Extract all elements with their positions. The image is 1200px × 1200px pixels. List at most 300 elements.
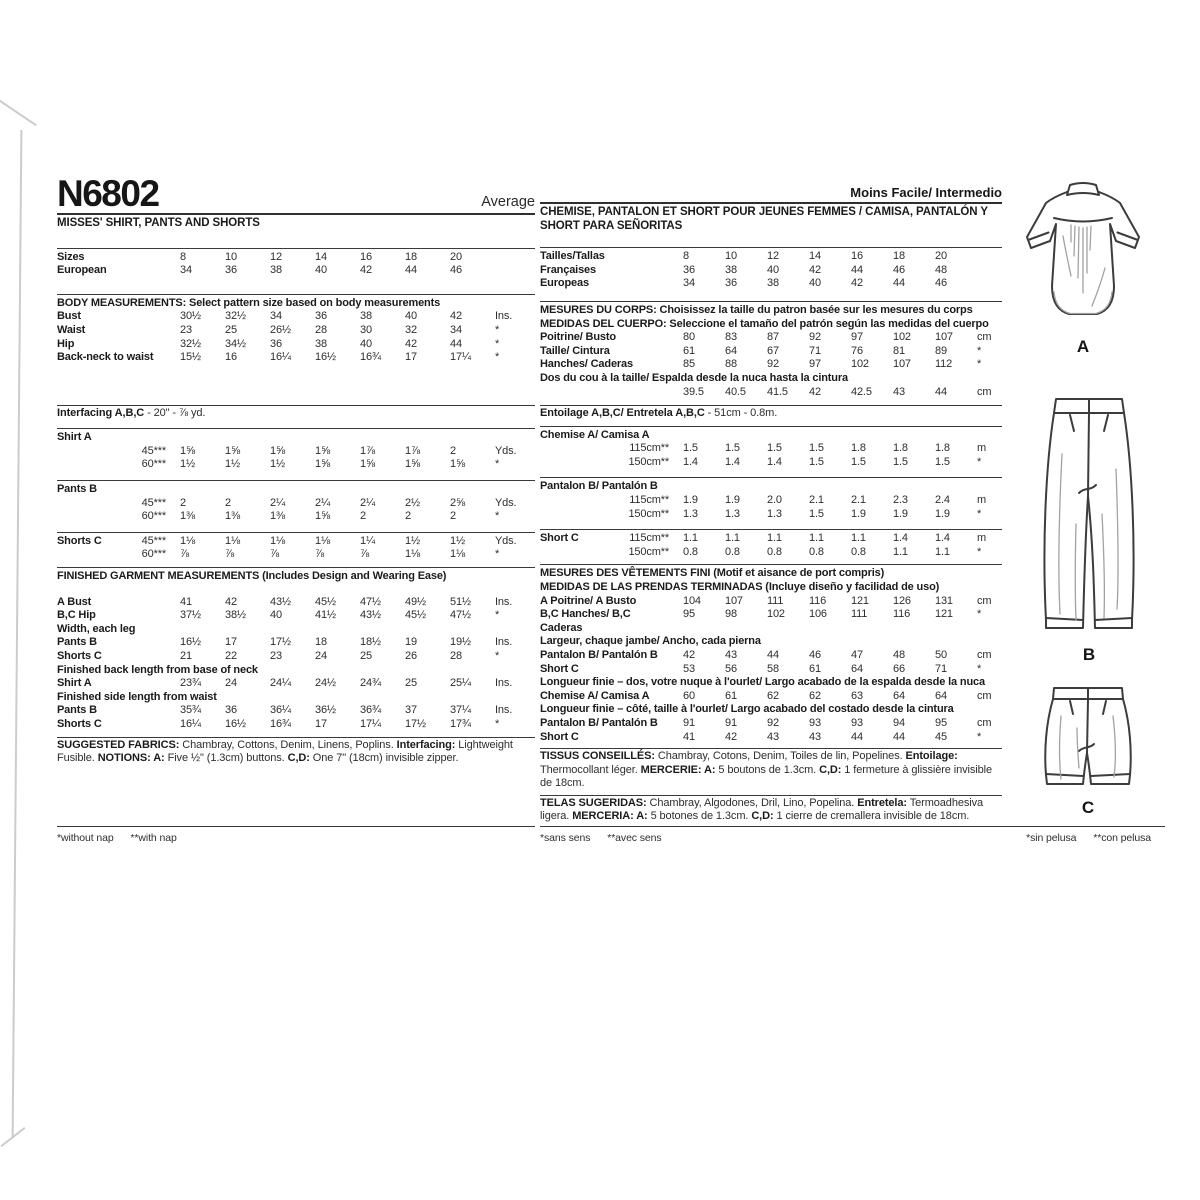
value-cell: 45½ [405,609,426,622]
shirt-drawing-icon [1013,178,1153,330]
value-cell: 35¾ [180,704,201,717]
value-cell: 64 [725,344,737,357]
interfacing-note [57,405,535,421]
value-cell: 38 [725,263,737,276]
row-label: Shirt A [57,677,92,690]
value-cell: 42 [225,595,237,608]
value-cell: 42 [405,337,417,350]
footnote-avec-sens: **avec sens [607,832,662,844]
value-cell: 62 [767,689,779,702]
table-row [57,609,535,623]
unit-cell: cm [977,594,992,607]
unit-cell: * [495,351,500,364]
value-cell: 91 [725,716,737,729]
sub-heading: Width, each leg [57,622,136,635]
footnote-con-pelusa: **con pelusa [1093,832,1151,844]
value-cell: 1⅝ [315,458,330,471]
value-cell: 44 [935,385,947,398]
table-row [57,310,535,324]
row-label: Sizes [57,250,85,263]
footnote-french-spanish [540,826,1165,844]
value-cell: 36 [683,263,695,276]
unit-cell: * [495,717,500,730]
value-cell: 46 [893,263,905,276]
bold-text: Entoilage A,B,C/ Entretela A,B,C [540,407,705,420]
value-cell: 1.5 [935,455,950,468]
value-cell: 1⅛ [180,534,195,547]
unit-cell [977,277,1002,291]
value-cell: 2 [405,510,411,523]
value-cell: 40 [809,277,821,290]
table-row [540,358,1002,372]
value-cell: 93 [809,716,821,729]
value-cell: 37 [405,704,417,717]
value-cell: 1½ [450,534,465,547]
value-cell: 17 [315,717,327,730]
row-label: B,C Hanches/ B,C Caderas [540,608,631,634]
row-label: European [57,264,107,277]
table-row [540,649,1002,663]
text: Chambray, Algodones, Dril, Lino, Popelina. [646,796,858,809]
value-cell: 17½ [405,717,426,730]
page-title: MISSES' SHIRT, PANTS AND SHORTS [57,217,260,229]
value-cell: 1.5 [683,442,698,455]
table-row [57,497,535,511]
value-cell: 61 [809,662,821,675]
value-cell: 16¾ [360,351,381,364]
unit-cell: * [977,344,982,357]
value-cell: 1⅜ [180,510,195,523]
value-cell: 40 [315,264,327,277]
value-cell: ⅞ [270,548,280,561]
value-cell: 2 [225,496,231,509]
value-cell: 47½ [360,595,381,608]
pattern-number: N6802 [57,173,159,214]
value-cell: 2.0 [767,494,782,506]
tissus-conseilles-paragraph [540,748,1002,791]
value-cell: 1⅝ [405,458,420,471]
value-cell: 32½ [180,337,201,350]
value-cell: 1⅛ [270,534,285,547]
value-cell: 0.8 [725,545,740,558]
shirt-back-view-illustration [1013,178,1153,357]
text: One 7" (18cm) invisible zipper. [309,752,459,765]
value-cell: 91 [683,716,695,729]
value-cell: 24¾ [360,677,381,690]
value-cell: 10 [225,250,237,263]
sizes-table [540,247,1002,291]
value-cell: 47½ [450,609,471,622]
value-cell: 1⅝ [315,510,330,523]
bold-text: C,D: [751,810,774,823]
french-spanish-column [540,186,1002,824]
value-cell: 38 [270,264,282,277]
footnote-sin-pelusa: *sin pelusa [1026,832,1077,844]
value-cell: 2¼ [270,496,285,509]
value-cell: 44 [893,730,905,743]
value-cell: 1⅝ [270,444,285,457]
value-cell: 38 [360,310,372,323]
value-cell: 48 [893,648,905,661]
table-row [57,251,535,265]
row-label: Tailles/Tallas [540,250,605,263]
value-cell: 116 [893,608,911,621]
section-heading: Chemise A/ Camisa A [540,428,650,441]
unit-cell: Yds. [495,496,517,509]
value-cell: 16¼ [270,351,291,364]
table-row [540,250,1002,264]
row-label: Pants B [57,704,97,717]
bold-text: MERCERIE: A: [640,763,716,776]
value-cell: 8 [180,250,186,263]
value-cell: 2 [450,444,456,457]
value-cell: 30 [360,323,372,336]
value-cell: 32½ [225,310,246,323]
value-cell: 17¼ [450,351,471,364]
value-cell: 1⅛ [450,548,465,561]
page-title: CHEMISE, PANTALON ET SHORT POUR JEUNES FEMMES / CAMISA, PANTALÓN Y SHORT PARA SEÑORITAS [540,206,988,232]
value-cell: 1.3 [725,507,740,520]
table-row [540,277,1002,291]
pants-b-yardage-table [57,480,535,524]
shorts-drawing-icon [1033,683,1143,791]
value-cell: 45 [935,730,947,743]
value-cell: 40.5 [725,385,746,398]
bold-text: Interfacing A,B,C [57,406,145,419]
value-cell: 107 [935,331,953,344]
value-cell: 66 [893,662,905,675]
value-cell: 111 [767,594,784,607]
value-cell: 1.9 [893,507,908,520]
unit-cell: cm [977,716,992,729]
table-row [540,264,1002,278]
value-cell: 16½ [315,351,336,364]
bold-text: TELAS SUGERIDAS: [540,796,647,809]
row-label: Europeas [540,277,589,290]
unit-cell: * [977,358,982,371]
value-cell: 40 [405,310,417,323]
garment-illustrations [1005,178,1175,828]
value-cell: 43 [893,385,905,398]
value-cell: 17¼ [360,717,381,730]
table-row [57,535,535,549]
unit-cell: * [495,510,500,523]
table-row [540,456,1002,470]
value-cell: 1½ [225,458,240,471]
value-cell: 2¼ [315,496,330,509]
text: - 51cm - 0.8m. [704,407,778,420]
value-cell: 104 [683,594,701,607]
row-label: Pantalon B/ Pantalón B [540,716,658,729]
finished-measurements-table [540,564,1002,744]
value-cell: 61 [683,344,695,357]
sub-heading: Finished back length from base of neck [57,663,258,676]
value-cell: 30½ [180,310,201,323]
table-row [540,717,1002,731]
value-cell: 1.3 [767,507,782,520]
table-row [540,508,1002,522]
value-cell: 24 [315,649,327,662]
value-cell: 1⅛ [315,534,330,547]
section-heading: MEDIDAS DE LAS PRENDAS TERMINADAS (Incluye diseño y facilidad de uso) [540,580,940,593]
unit-cell: * [977,608,982,621]
value-cell: 40 [360,337,372,350]
value-cell: 40 [767,263,779,276]
unit-cell: * [977,507,982,520]
value-cell: 92 [809,331,821,344]
value-cell: 1.1 [809,532,824,545]
value-cell: 24 [225,677,237,690]
value-cell: 34 [270,310,282,323]
row-label: 150cm** [628,545,669,558]
value-cell: 1½ [405,534,420,547]
value-cell: 58 [767,662,779,675]
table-row [57,704,535,718]
value-cell: 43½ [270,595,291,608]
value-cell: 97 [851,331,863,344]
value-cell: 42 [683,648,695,661]
value-cell: 24¼ [270,677,291,690]
value-cell: 1.1 [851,532,866,545]
value-cell: 87 [767,331,779,344]
value-cell: 2¼ [360,496,375,509]
section-heading: MESURES DU CORPS: Choisissez la taille du patron basée sur les mesures du corps [540,303,973,316]
value-cell: 34 [180,264,192,277]
value-cell: 88 [725,358,737,371]
section-heading: BODY MEASUREMENTS: Select pattern size based on body measurements [57,296,441,309]
value-cell: 25 [360,649,372,662]
finished-measurements-table [57,567,535,732]
value-cell: 17½ [270,636,291,649]
value-cell: 0.8 [851,545,866,558]
section-heading: MEDIDAS DEL CUERPO: Seleccione el tamaño del patrón según las medidas del cuerpo [540,317,989,330]
value-cell: 26½ [270,323,291,336]
section-heading: Pantalon B/ Pantalón B [540,480,658,493]
text: 5 boutons de 1.3cm. [715,763,820,776]
value-cell: 48 [935,263,947,276]
value-cell: 1.8 [935,442,950,455]
value-cell: 36¼ [270,704,291,717]
shirt-view-label: A [1076,337,1090,356]
header [540,186,1002,204]
value-cell: 93 [851,716,863,729]
sub-heading: Dos du cou à la taille/ Espalda desde la nuca hasta la cintura [540,371,848,384]
value-cell: 18 [893,250,905,263]
table-row [540,663,1002,677]
text: - 20" - ⅞ yd. [144,406,206,419]
row-label: B,C Hip [57,609,96,622]
bold-text: SUGGESTED FABRICS: [57,738,180,751]
value-cell: 43 [809,730,821,743]
unit-cell: * [495,323,500,336]
value-cell: 46 [809,648,821,661]
value-cell: 32 [405,323,417,336]
value-cell: 126 [893,594,911,607]
value-cell: 2 [360,510,366,523]
value-cell: 23 [180,323,192,336]
table-row [540,345,1002,359]
value-cell: 1.4 [725,455,740,468]
row-label: Taille/ Cintura [540,344,610,357]
value-cell: 1⅝ [180,444,195,457]
value-cell: 1.9 [683,494,698,506]
value-cell: 2.3 [893,494,908,506]
value-cell: 95 [935,716,947,729]
sub-heading: Longueur finie – dos, votre nuque à l'ourlet/ Largo acabado de la espalda desde la nuca [540,676,985,689]
table-row [540,442,1002,456]
value-cell: 97 [809,358,821,371]
value-cell: 71 [935,662,947,675]
value-cell: 106 [809,608,827,621]
text: Chambray, Cotons, Denim, Toiles de lin, Popelines. [654,750,906,763]
value-cell: 36½ [315,704,336,717]
bold-text: Entoilage: [905,750,958,763]
unit-cell: m [977,442,987,455]
value-cell: 1.3 [683,507,698,520]
value-cell: 42 [725,730,737,743]
row-label: 60*** [141,510,166,523]
value-cell: 42 [450,310,462,323]
row-label: Shorts C 45*** [57,534,166,547]
row-label: 150cm** [628,455,669,468]
section-heading: FINISHED GARMENT MEASUREMENTS (Includes Design and Wearing Ease) [57,570,447,582]
value-cell: 102 [851,358,869,371]
value-cell: 36 [725,277,737,290]
shorts-c-yardage-table [57,532,535,562]
value-cell: 25 [225,323,237,336]
value-cell: 20 [935,250,947,263]
value-cell: 18½ [360,636,381,649]
value-cell: 37½ [180,609,201,622]
section-heading: Pants B [57,483,97,496]
value-cell: 25 [405,677,417,690]
value-cell: 102 [767,608,785,621]
body-measurements-table [540,301,1002,399]
unit-cell: Ins. [495,310,513,323]
value-cell: 36 [270,337,282,350]
value-cell: 1.5 [809,507,824,520]
value-cell: 1.9 [935,507,950,520]
row-label: 150cm** [628,507,669,520]
value-cell: 121 [851,594,869,607]
table-row [57,338,535,352]
row-label: Chemise A/ Camisa A [540,689,650,702]
value-cell: 25¼ [450,677,471,690]
value-cell: 1⅞ [405,444,420,457]
unit-cell: * [977,662,982,675]
value-cell: 1.4 [935,532,950,545]
row-label: Short C [540,662,579,675]
row-label: A Bust [57,595,92,608]
value-cell: 38½ [225,609,246,622]
table-row [57,596,535,610]
value-cell: 1.9 [725,494,740,506]
value-cell: 112 [935,358,953,371]
value-cell: 1⅞ [360,444,375,457]
value-cell: 1.5 [767,442,782,455]
value-cell: 23 [270,649,282,662]
value-cell: 17¾ [450,717,471,730]
value-cell: 107 [725,594,743,607]
value-cell: 42 [360,264,372,277]
value-cell: 38 [315,337,327,350]
section-heading: MESURES DES VÊTEMENTS FINI (Motif et aisance de port compris) [540,567,885,580]
sub-heading: Finished side length from waist [57,690,217,703]
value-cell: 1⅜ [270,510,285,523]
value-cell: 41 [180,595,192,608]
unit-cell: Ins. [495,636,513,649]
value-cell: 1⅛ [405,548,420,561]
value-cell: 63 [851,689,863,702]
row-label: Back-neck to waist [57,351,154,364]
bold-text: Interfacing: [396,738,456,751]
unit-cell: Ins. [495,704,513,717]
value-cell: 14 [315,250,327,263]
pants-view-label: B [1082,645,1096,664]
value-cell: 16¾ [270,717,291,730]
footnote-english [57,826,535,844]
unit-cell: m [977,532,987,545]
value-cell: 85 [683,358,695,371]
sub-heading: Largeur, chaque jambe/ Ancho, cada pierna [540,635,761,648]
entoilage-note [540,405,1002,421]
page-edge-corner-top [0,100,37,126]
value-cell: 1.5 [851,455,866,468]
row-label: Pants B [57,636,97,649]
value-cell: 24½ [315,677,336,690]
bold-text: Entretela: [857,796,907,809]
value-cell: ⅞ [180,548,190,561]
sub-heading: Longueur finie – côté, taille à l'ourlet/ Largo acabado del costado desde la cintura [540,703,954,716]
value-cell: 44 [851,730,863,743]
table-row [57,650,535,664]
value-cell: 42.5 [851,385,872,398]
value-cell: 36¾ [360,704,381,717]
unit-cell: Ins. [495,595,513,608]
bold-text: C,D: [819,763,842,776]
value-cell: 1.4 [767,455,782,468]
value-cell: 44 [767,648,779,661]
value-cell: 42 [809,263,821,276]
table-row [57,264,535,278]
value-cell: 12 [270,250,282,263]
text: Termoadhesiva ligera. [540,796,984,823]
value-cell: 17 [405,351,417,364]
value-cell: 1.1 [767,532,782,545]
table-row [540,690,1002,704]
value-cell: 43 [767,730,779,743]
value-cell: 18 [405,250,417,263]
row-label: Poitrine/ Busto [540,331,616,344]
value-cell: 131 [935,594,953,607]
bold-text: C,D: [287,752,310,765]
value-cell: 98 [725,608,737,621]
row-label: 60*** [141,548,166,561]
sizes-table [57,248,535,278]
table-row [57,458,535,472]
value-cell: 1⅝ [225,444,240,457]
value-cell: 23¾ [180,677,201,690]
unit-cell: * [495,458,500,471]
value-cell: 1¼ [360,534,375,547]
table-row [540,532,1002,546]
shorts-view-label: C [1081,798,1095,817]
value-cell: 83 [725,331,737,344]
value-cell: 21 [180,649,192,662]
row-label: Hanches/ Caderas [540,358,633,371]
text: Lightweight Fusible. [57,738,513,765]
value-cell: 12 [767,250,779,263]
